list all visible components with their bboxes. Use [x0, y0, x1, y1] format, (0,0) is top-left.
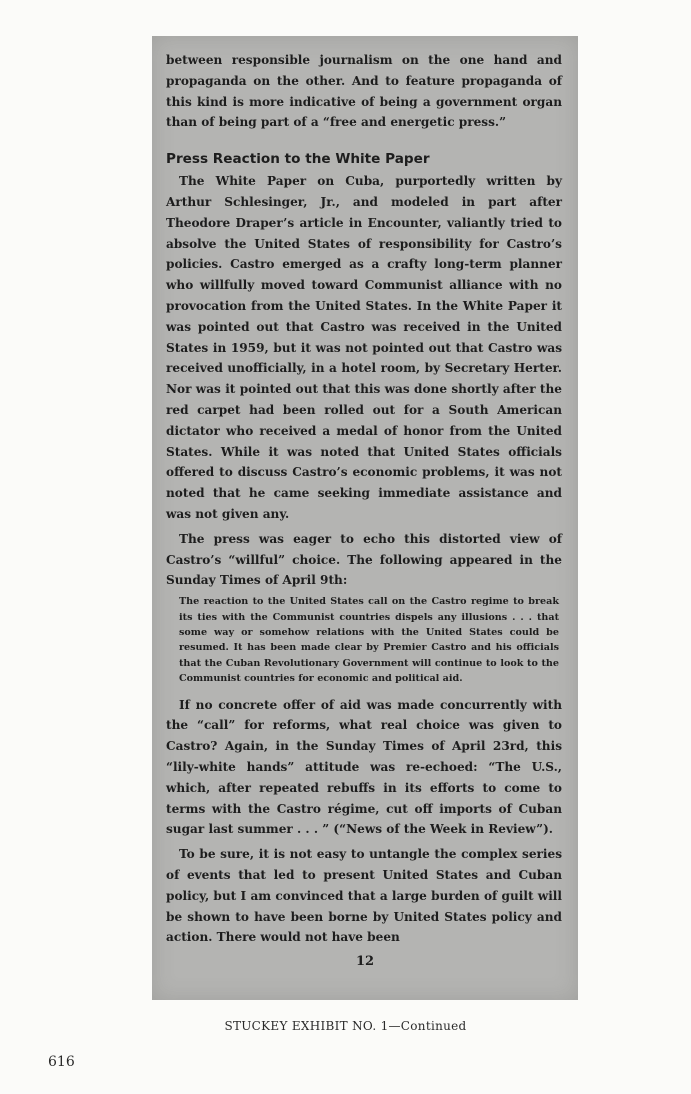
newspaper-clipping	[152, 36, 578, 1000]
paragraph-white-paper: The White Paper on Cuba, purportedly written by Arthur Schlesinger, Jr., and modeled in part after Theodore Draper’s article in Encounter, valiantly tried to absolve the United States of responsibility for Castro’s policies. Castro emerged as a crafty long-term planner who willfully moved toward Communist alliance with no provocation from the United States. In the White Paper it was pointed out that Castro was received in the United States in 1959, but it was not pointed out that Castro was received unofficially, in a hotel room, by Secretary Herter. Nor was it pointed out that this was done shortly after the red carpet had been rolled out for a South American dictator who received a medal of honor from the United States. While it was noted that United States officials offered to discuss Castro’s economic problems, it was not noted that he came seeking immediate assistance and was not given any.	[166, 174, 562, 521]
clipping-page-number: 12	[355, 954, 375, 969]
paragraph-press-echo: The press was eager to echo this distorted view of Castro’s “willful” choice. The following appeared in the Sunday Times of April 9th:	[166, 531, 562, 588]
paragraph-burden-of-guilt: To be sure, it is not easy to untangle the complex series of events that led to present United States and Cuban policy, but I am convinced that a large burden of guilt will be shown to have been borne by United States policy and action. There would not have been	[166, 847, 562, 945]
folio-page-number: 616	[48, 1054, 75, 1070]
paragraph-real-choice: If no concrete offer of aid was made concurrently with the “call” for reforms, what real choice was given to Castro? Again, in the Sunday Times of April 23rd, this “lily-white hands” attitude was re-echoed: “The U.S., which, after repeated rebuffs in its efforts to come to terms with the Castro régime, cut off imports of Cuban sugar last summer . . . ” (“News of the Week in Review”).	[166, 697, 562, 837]
block-quote: The reaction to the United States call on the Castro regime to break its ties with the Communist countries dispels any illusions . . . that some way or somehow relations with the United States could be resumed. It has been made clear by Premier Castro and his officials that the Cuban Revolutionary Government will continue to look to the Communist countries for economic and political aid.	[179, 596, 559, 685]
opening-paragraph: between responsible journalism on the one hand and propaganda on the other. And to feature propaganda of this kind is more indicative of being a government organ than of being part of a “free and energetic press.”	[166, 53, 562, 130]
clipping-text	[166, 50, 562, 948]
section-heading: Press Reaction to the White Paper	[166, 151, 430, 168]
exhibit-caption: STUCKEY EXHIBIT NO. 1—Continued	[224, 1019, 467, 1033]
